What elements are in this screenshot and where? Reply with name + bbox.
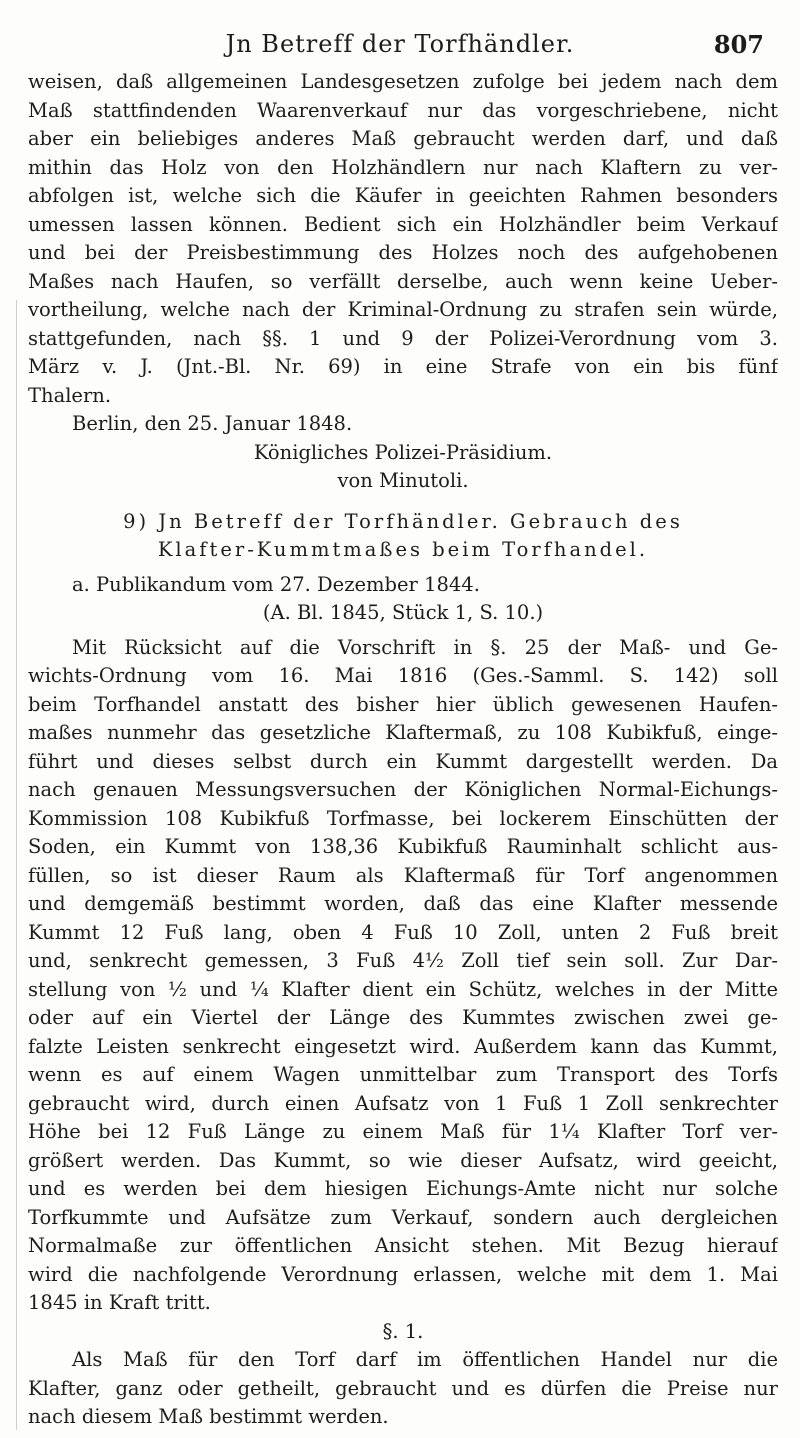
text-line: wenn es auf einem Wagen unmittelbar zum Transport des Torfs	[28, 1063, 778, 1086]
text-line: und es werden bei dem hiesigen Eichungs-Amte nicht nur solche	[28, 1177, 778, 1200]
text-line: Torfkummte und Aufsätze zum Verkauf, sondern auch dergleichen	[28, 1205, 778, 1229]
gutter-shadow	[16, 300, 17, 1430]
spacer	[28, 496, 778, 508]
paragraph-sign: §. 1.	[382, 1319, 424, 1343]
text-line: Klafter, ganz oder getheilt, gebraucht und es dürfen die Preise nur	[28, 1376, 778, 1400]
text-line: Kommission 108 Kubikfuß Torfmasse, bei lockerem Einschütten der	[28, 806, 778, 830]
subheading: a. Publikandum vom 27. Dezember 1844.	[72, 572, 480, 596]
text-line: stellung von ½ und ¼ Klafter dient ein Schütz, welches in der Mitte	[28, 977, 778, 1001]
text-line: und, senkrecht gemessen, 3 Fuß 4½ Zoll tief sein soll. Zur Dar-	[28, 949, 778, 972]
text-line: Maß stattfindenden Waarenverkauf nur das vorgeschriebene, nicht	[28, 98, 778, 122]
text-line: stattgefunden, nach §§. 1 und 9 der Polizei-Verordnung vom 3.	[28, 326, 778, 350]
text-line: mithin das Holz von den Holzhändlern nur nach Klaftern zu ver-	[28, 155, 778, 179]
page-number: 807	[713, 30, 764, 59]
text-line: Höhe bei 12 Fuß Länge zu einem Maß für 1¼ Klafter Torf ver-	[28, 1120, 778, 1143]
citation: (A. Bl. 1845, Stück 1, S. 10.)	[262, 601, 544, 624]
text-line: Maßes nach Haufen, so verfällt derselbe, auch wenn keine Ueber-	[28, 269, 778, 293]
text-line: beim Torfhandel anstatt des bisher hier üblich gewesenen Haufen-	[28, 692, 778, 716]
text-line: weisen, daß allgemeinen Landesgesetzen zufolge bei jedem nach dem	[28, 70, 778, 93]
running-title: Jn Betreff der Torfhändler.	[225, 30, 575, 58]
text-line: Soden, ein Kummt von 138,36 Kubikfuß Rauminhalt schlicht aus-	[28, 835, 778, 858]
text-line: und demgemäß bestimmt worden, daß das eine Klafter messende	[28, 892, 778, 915]
text-line: Thalern.	[28, 383, 112, 407]
text-line: gebraucht wird, durch einen Aufsatz von 1 Fuß 1 Zoll senkrechter	[28, 1091, 778, 1115]
text-line: umessen lassen können. Bedient sich ein Holzhändler beim Verkauf	[28, 212, 778, 236]
text-line: maßes nunmehr das gesetzliche Klaftermaß, zu 108 Kubikfuß, einge-	[28, 721, 778, 744]
body-text	[28, 68, 778, 1432]
text-line: nach diesem Maß bestimmt werden.	[28, 1405, 389, 1428]
text-line: Normalmaße zur öffentlichen Ansicht stehen. Mit Bezug hierauf	[28, 1234, 778, 1257]
place-date: Berlin, den 25. Januar 1848.	[72, 412, 353, 435]
text-line: nach genauen Messungsversuchen der Königlichen Normal-Eichungs-	[28, 778, 778, 801]
text-line: aber ein beliebiges anderes Maß gebraucht werden darf, und daß	[28, 127, 778, 150]
text-line: Als Maß für den Torf darf im öffentlichen Handel nur die	[72, 1348, 778, 1371]
section-heading: 9) Jn Betreff der Torfhändler. Gebrauch des	[123, 509, 683, 533]
signatory: von Minutoli.	[337, 469, 469, 492]
section-heading-continued: Klafter-Kummtmaßes beim Torfhandel.	[157, 538, 649, 561]
text-line: füllen, so ist dieser Raum als Klaftermaß für Torf angenommen	[28, 863, 778, 887]
text-line: führt und dieses selbst durch ein Kummt dargestellt werden. Da	[28, 749, 778, 773]
text-line: wird die nachfolgende Verordnung erlassen, welche mit dem 1. Mai	[28, 1262, 778, 1286]
text-line: März v. J. (Jnt.-Bl. Nr. 69) in eine Strafe von ein bis fünf	[28, 355, 778, 378]
text-line: Kummt 12 Fuß lang, oben 4 Fuß 10 Zoll, unten 2 Fuß breit	[28, 920, 778, 944]
text-line: vortheilung, welche nach der Kriminal-Ordnung zu strafen sein würde,	[28, 298, 778, 321]
text-line: größert werden. Das Kummt, so wie dieser Aufsatz, wird geeicht,	[28, 1148, 778, 1172]
text-line: und bei der Preisbestimmung des Holzes noch des aufgehobenen	[28, 241, 778, 264]
text-line: 1845 in Kraft tritt.	[28, 1291, 211, 1314]
text-line: abfolgen ist, welche sich die Käufer in geeichten Rahmen besonders	[28, 184, 778, 207]
text-line: wichts-Ordnung vom 16. Mai 1816 (Ges.-Samml. S. 142) soll	[28, 664, 778, 687]
issuing-authority: Königliches Polizei-Präsidium.	[253, 440, 553, 464]
text-line: oder auf ein Viertel der Länge des Kummtes zwischen zwei ge-	[28, 1006, 778, 1029]
text-line: falzte Leisten senkrecht eingesetzt wird. Außerdem kann das Kummt,	[28, 1034, 778, 1058]
text-line: Mit Rücksicht auf die Vorschrift in §. 25 der Maß- und Ge-	[72, 635, 778, 659]
